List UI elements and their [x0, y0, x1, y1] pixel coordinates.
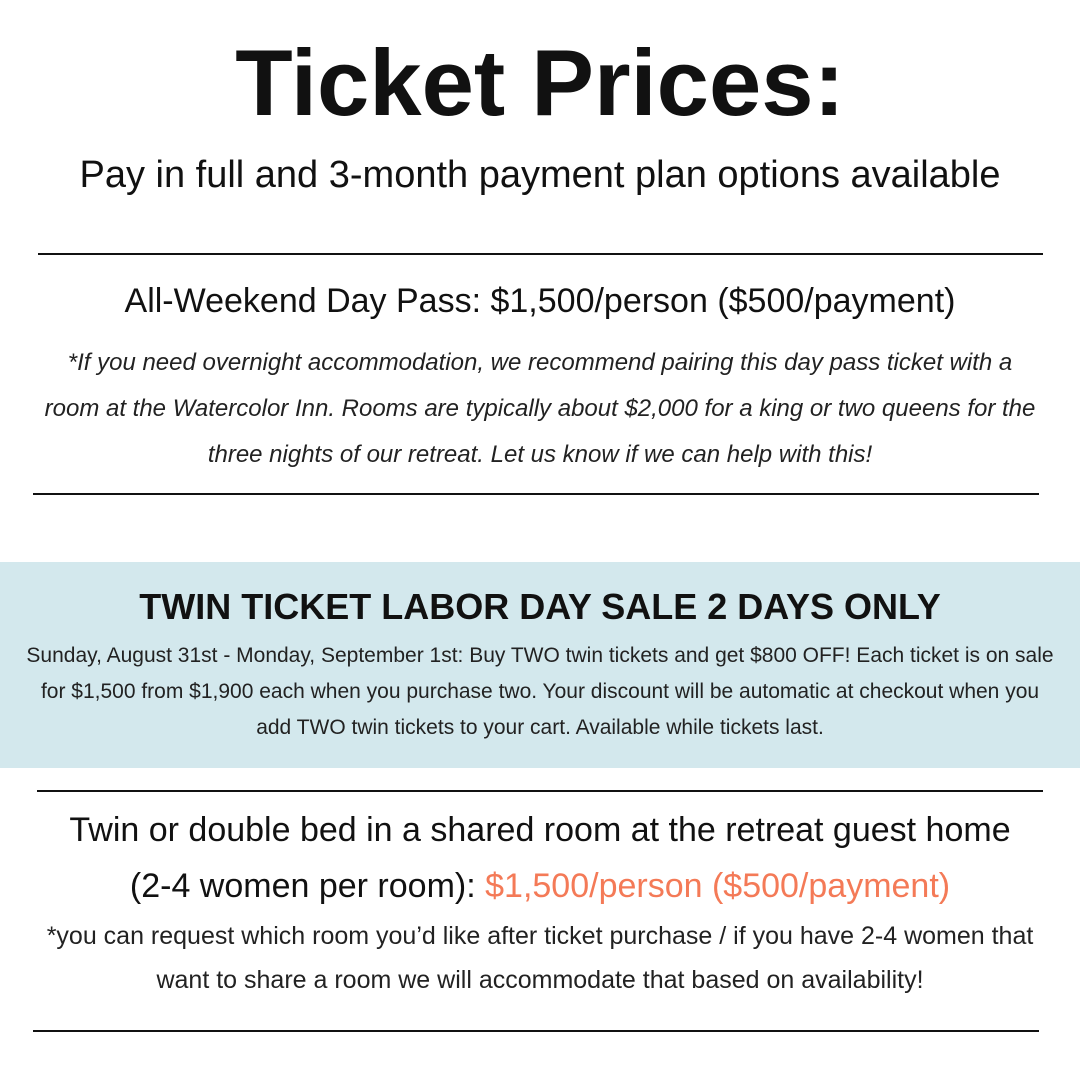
shared-room-heading-line2: (2-4 women per room):: [129, 867, 476, 905]
shared-room-note: *you can request which room you’d like after ticket purchase / if you have 2-4 women that want to share a room we will accommodate that based on availability!: [46, 922, 1034, 994]
page-subtitle: Pay in full and 3-month payment plan options available: [79, 154, 1001, 196]
divider-after-day-pass: [33, 493, 1039, 495]
divider-bottom: [33, 1030, 1039, 1032]
divider-top: [38, 253, 1043, 255]
day-pass-heading: All-Weekend Day Pass: $1,500/person ($500/payment): [124, 282, 956, 320]
day-pass-note: *If you need overnight accommodation, we recommend pairing this day pass ticket with a room at the Watercolor Inn. Rooms are typically about $2,000 for a king or two queens for the three nights of our retreat. Let us know if we can help with this!: [44, 349, 1036, 468]
shared-room-price: $1,500/person ($500/payment): [485, 867, 951, 905]
page-title: Ticket Prices:: [235, 30, 845, 135]
sale-description: Sunday, August 31st - Monday, September 1st: Buy TWO twin tickets and get $800 OFF! Each ticket is on sale for $1,500 from $1,900 each when you purchase two. Your discount will be automatic at checkout when you add TWO twin tickets to your cart. Available while tickets last.: [26, 644, 1054, 739]
sale-title: TWIN TICKET LABOR DAY SALE 2 DAYS ONLY: [139, 586, 941, 627]
shared-room-heading: [0, 802, 1080, 914]
sale-banner: [0, 562, 1080, 768]
shared-room-heading-line1: Twin or double bed in a shared room at the retreat guest home: [69, 811, 1011, 849]
divider-before-room: [37, 790, 1043, 792]
